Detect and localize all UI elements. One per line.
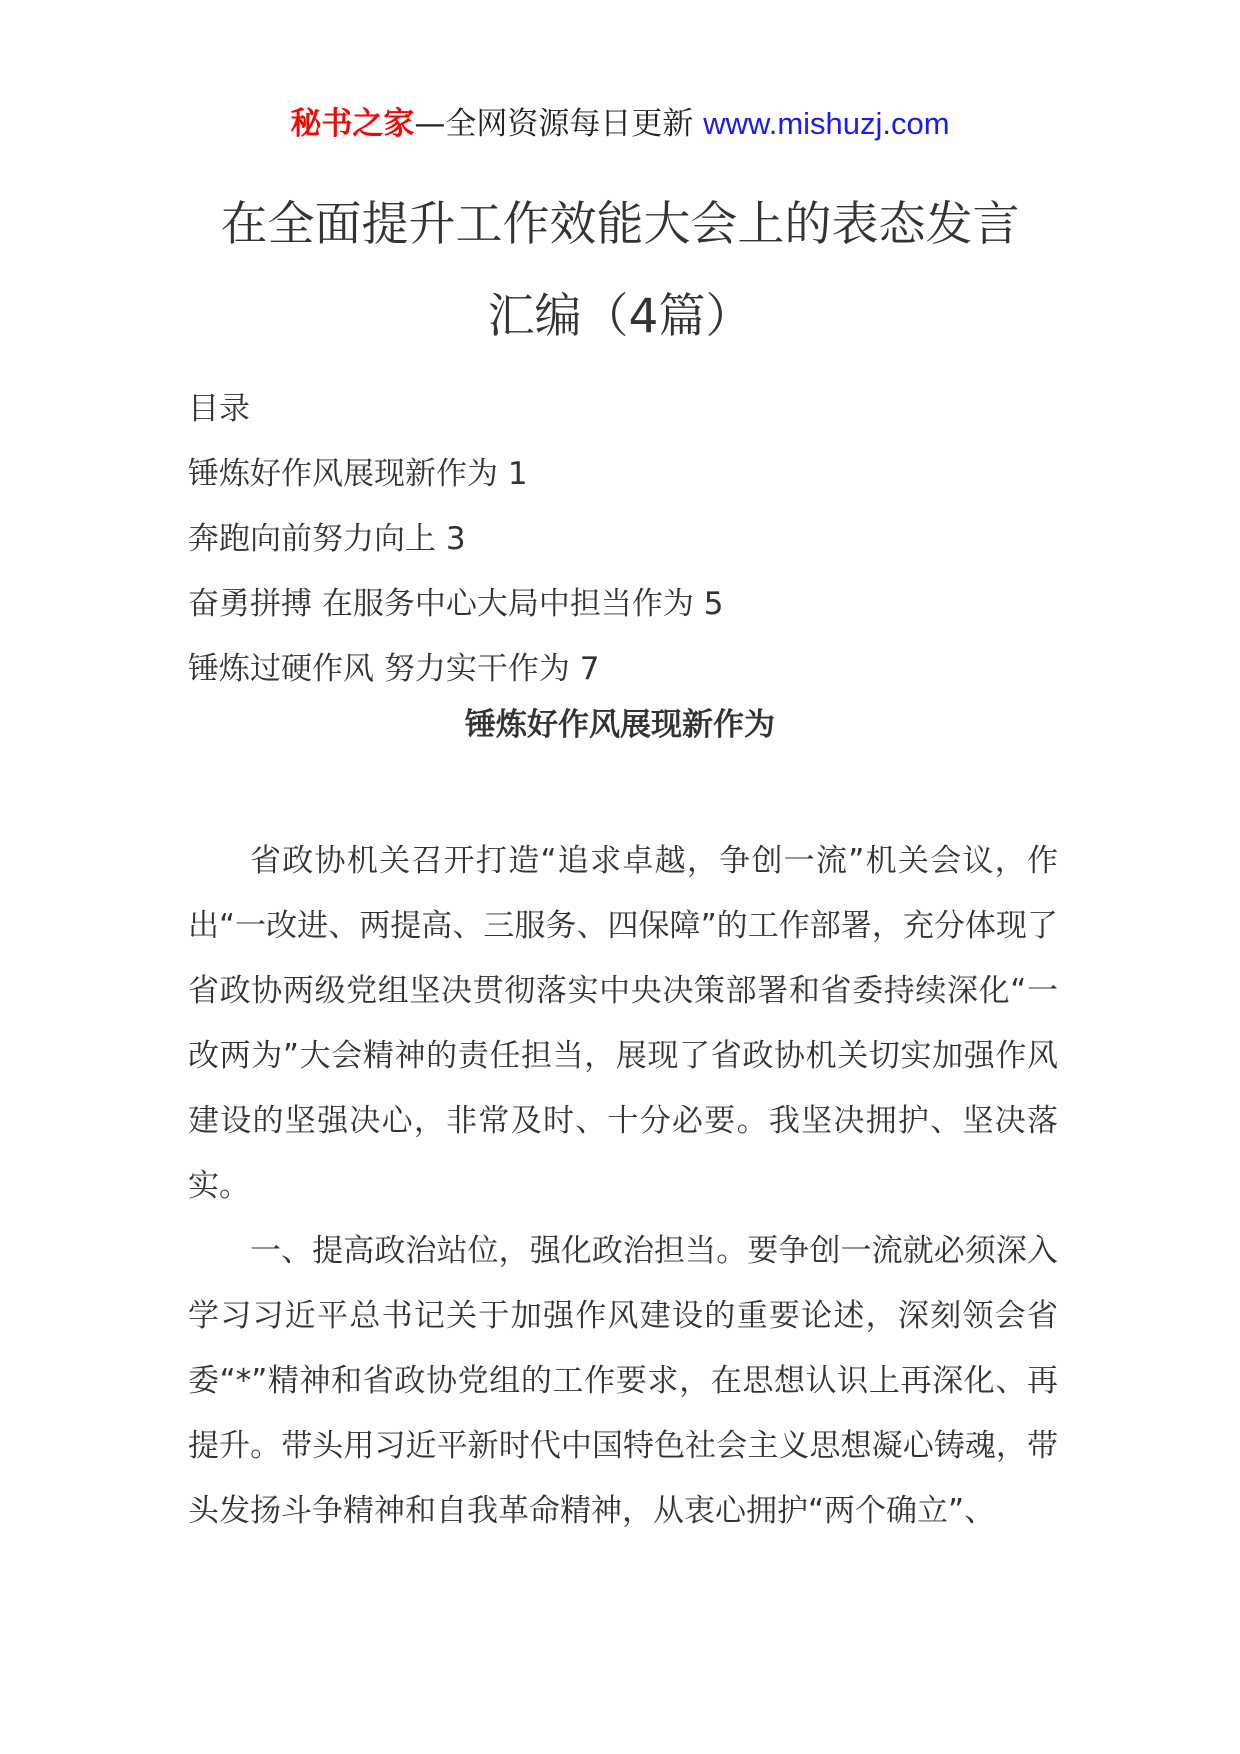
site-header [0, 102, 1240, 146]
document-title-line-1: 在全面提升工作效能大会上的表态发言 [220, 197, 1020, 252]
table-of-contents [188, 377, 1088, 702]
toc-heading: 目录 [188, 391, 250, 427]
document-title-line-2: 汇编（4篇） [487, 289, 753, 344]
site-url-link[interactable]: www.mishuzj.com [703, 106, 950, 141]
paragraph: 省政协机关召开打造“追求卓越，争创一流”机关会议，作出“一改进、两提高、三服务、四保障”的工作部署，充分体现了省政协两级党组坚决贯彻落实中央决策部署和省委持续深化“一改两为”大会精神的责任担当，展现了省政协机关切实加强作风建设的坚强决心，非常及时、十分必要。我坚决拥护、坚决落实。 [188, 843, 1058, 1204]
toc-item: 锤炼好作风展现新作为 1 [188, 456, 528, 492]
brand-name: 秘书之家 [290, 106, 415, 142]
paragraph: 一、提高政治站位，强化政治担当。要争创一流就必须深入学习习近平总书记关于加强作风建设的重要论述，深刻领会省委“*”精神和省政协党组的工作要求，在思想认识上再深化、再提升。带头用习近平新时代中国特色社会主义思想凝心铸魂，带头发扬斗争精神和自我革命精神，从衷心拥护“两个确立”、 [188, 1233, 1058, 1529]
toc-item: 锤炼过硬作风 努力实干作为 7 [188, 651, 600, 687]
toc-item: 奔跑向前努力向上 3 [188, 521, 466, 557]
header-tagline: —全网资源每日更新 [414, 106, 694, 142]
section-heading: 锤炼好作风展现新作为 [465, 707, 775, 743]
body-text [188, 829, 1058, 1544]
toc-item: 奋勇拼搏 在服务中心大局中担当作为 5 [188, 586, 724, 622]
